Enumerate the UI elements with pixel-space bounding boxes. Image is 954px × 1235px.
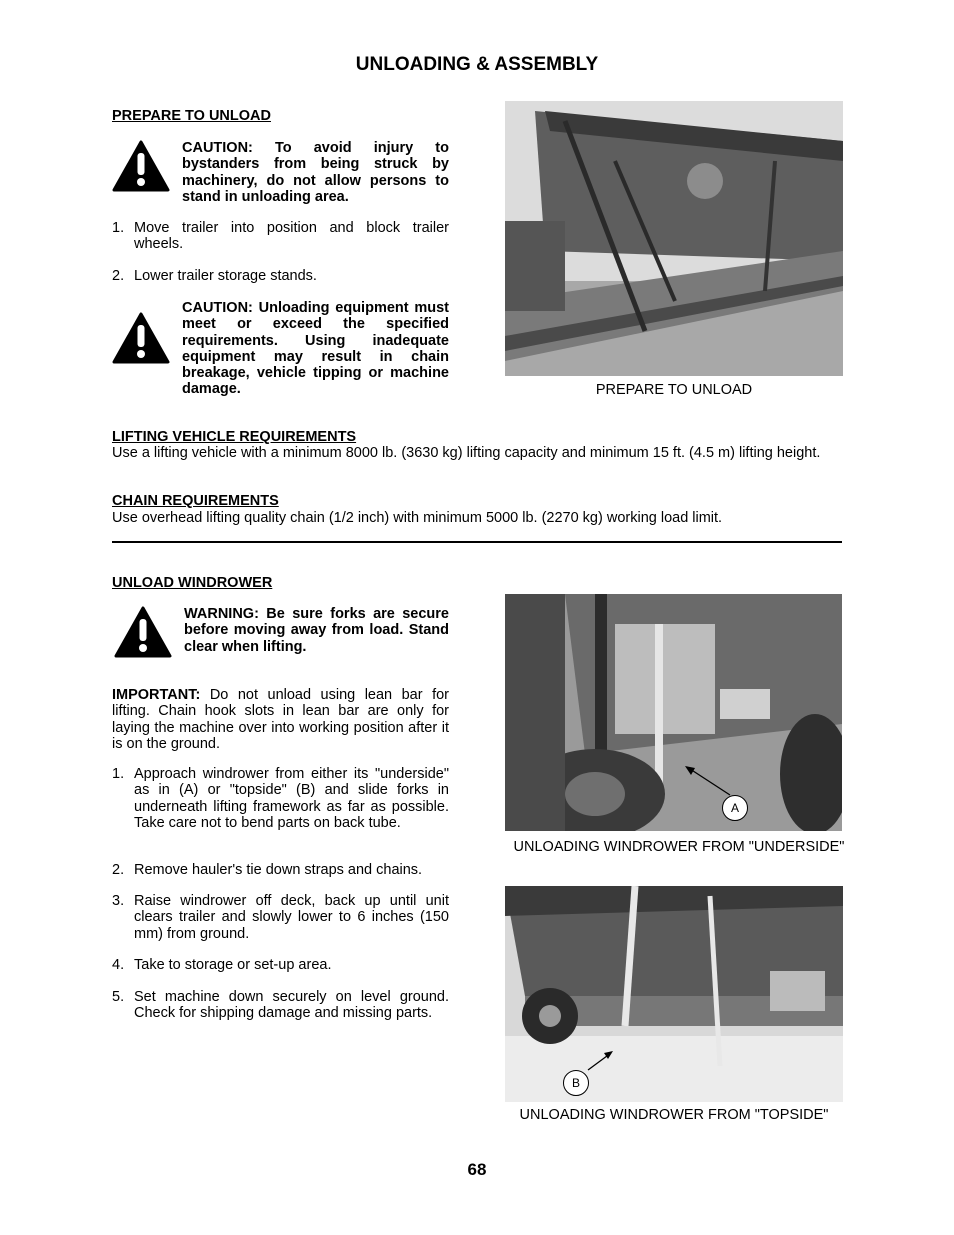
unload-heading: UNLOAD WINDROWER [112,575,273,591]
marker-a: A [722,795,748,821]
underside-photo [505,594,842,831]
section-divider [112,541,842,543]
topside-photo-caption: UNLOADING WINDROWER FROM "TOPSIDE" [519,1107,829,1123]
lifting-heading: LIFTING VEHICLE REQUIREMENTS [112,429,357,445]
warning-icon [114,606,172,658]
important-note [112,687,449,752]
chain-heading: CHAIN REQUIREMENTS [112,493,279,509]
prepare-photo-caption: PREPARE TO UNLOAD [595,382,753,398]
lifting-text: Use a lifting vehicle with a minimum 8000 lb. (3630 kg) lifting capacity and minimum 15 ft. (4.5 m) lifting height. [112,445,821,461]
topside-photo [505,886,843,1102]
unload-step-4: 4. Take to storage or set-up area. [112,957,332,973]
caution-bystanders: CAUTION: To avoid injury to bystanders from being struck by machinery, do not allow persons to stand in unloading area. [182,140,449,205]
warning-icon [112,140,170,192]
important-text: Do not unload using lean bar for lifting. Chain hook slots in lean bar are only for laying the machine over into working position after it is on the ground. [112,687,449,752]
page-title: UNLOADING & ASSEMBLY [355,54,599,75]
marker-b: B [563,1070,589,1096]
prepare-photo [505,101,843,376]
unload-step-3: 3. Raise windrower off deck, back up until unit clears trailer and slowly lower to 6 inches (150 mm) from ground. [112,893,449,942]
unload-step-5: 5. Set machine down securely on level ground. Check for shipping damage and missing parts. [112,989,449,1022]
unload-step-2: 2. Remove hauler's tie down straps and chains. [112,862,423,878]
prepare-step-2: 2. Lower trailer storage stands. [112,268,317,284]
warning-icon [112,312,170,364]
prepare-step-1: 1. Move trailer into position and block trailer wheels. [112,220,449,253]
chain-text: Use overhead lifting quality chain (1/2 inch) with minimum 5000 lb. (2270 kg) working load limit. [112,510,723,526]
prepare-heading: PREPARE TO UNLOAD [112,108,271,124]
warning-forks: WARNING: Be sure forks are secure before moving away from load. Stand clear when lifting. [184,606,449,655]
important-label: IMPORTANT: [112,687,201,703]
unload-step-1: 1. Approach windrower from either its "underside" as in (A) or "topside" (B) and slide forks in underneath lifting framework as far as possible. Take care not to bend parts on back tube. [112,766,449,831]
page-number: 68 [467,1160,487,1179]
caution-equipment: CAUTION: Unloading equipment must meet or exceed the specified requirements. Using inadequate equipment may result in chain breakage, vehicle tipping or machine damage. [182,300,449,398]
underside-photo-caption: UNLOADING WINDROWER FROM "UNDERSIDE" [513,839,845,855]
